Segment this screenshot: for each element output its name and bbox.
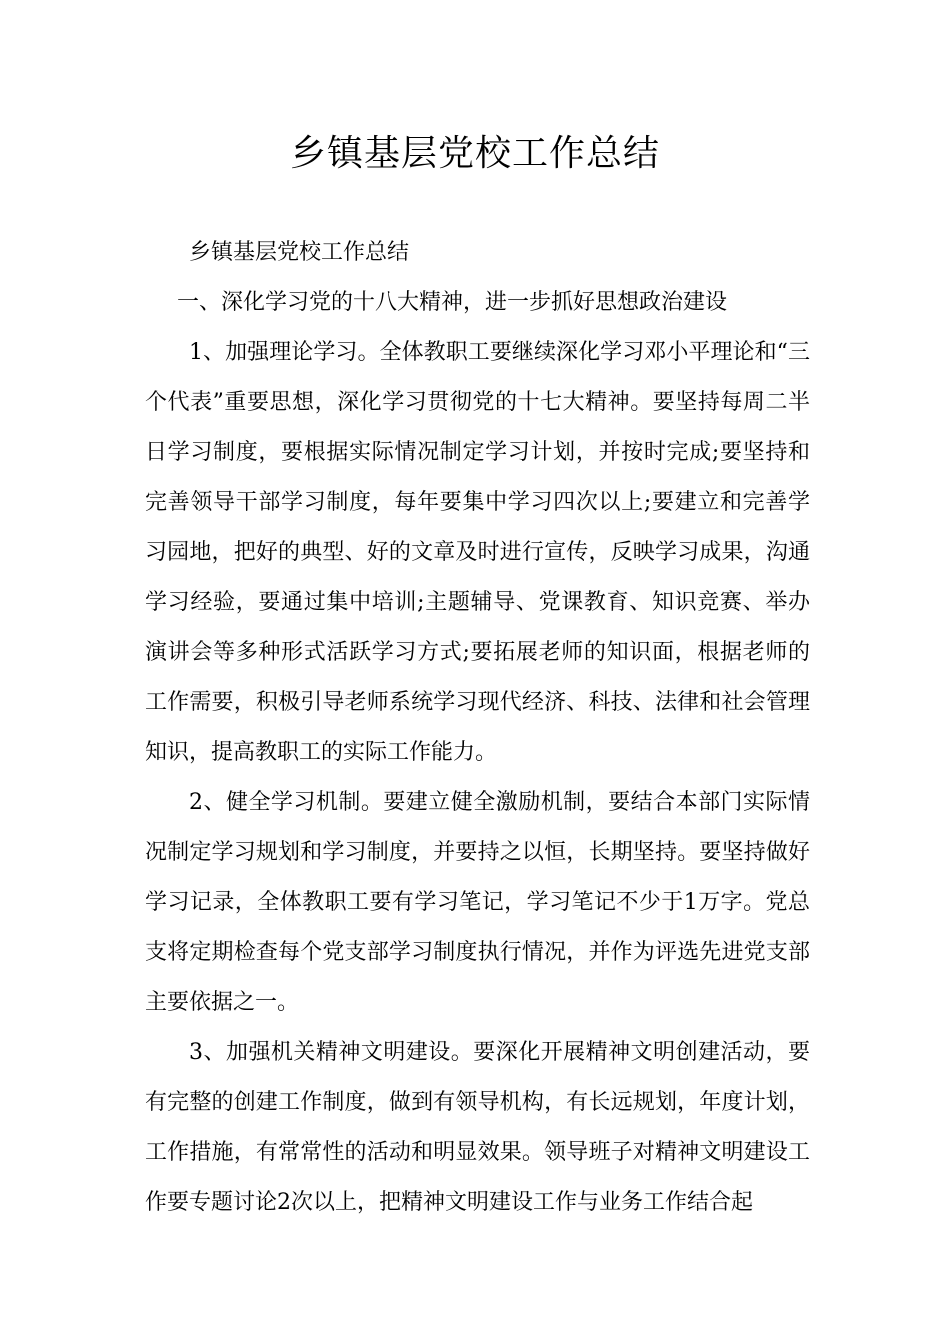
paragraph-theory-study: 1、加强理论学习。全体教职工要继续深化学习邓小平理论和“三个代表”重要思想，深化学习贯彻党的十七大精神。要坚持每周二半日学习制度，要根据实际情况制定学习计划，并按时完成;要坚持和完善领导干部学习制度，每年要集中学习四次以上;要建立和完善学习园地，把好的典型、好的文章及时进行宣传，反映学习成果，沟通学习经验，要通过集中培训;主题辅导、党课教育、知识竞赛、举办演讲会等多种形式活跃学习方式;要拓展老师的知识面，根据老师的工作需要，积极引导老师系统学习现代经济、科技、法律和社会管理知识，提高教职工的实际工作能力。	[145, 340, 810, 765]
paragraph-study-mechanism: 2、健全学习机制。要建立健全激励机制，要结合本部门实际情况制定学习规划和学习制度，并要持之以恒，长期坚持。要坚持做好学习记录，全体教职工要有学习笔记，学习笔记不少于1万字。党总支将定期检查每个党支部学习制度执行情况，并作为评选先进党支部主要依据之一。	[145, 790, 810, 1015]
section-heading: 一、深化学习党的十八大精神，进一步抓好思想政治建设	[177, 290, 728, 315]
document-body	[145, 228, 810, 1228]
paragraph-spiritual-civilization: 3、加强机关精神文明建设。要深化开展精神文明创建活动，要有完整的创建工作制度，做到有领导机构，有长远规划，年度计划，工作措施，有常常性的活动和明显效果。领导班子对精神文明建设工作要专题讨论2次以上，把精神文明建设工作与业务工作结合起	[145, 1040, 810, 1215]
subtitle-paragraph: 乡镇基层党校工作总结	[189, 240, 410, 265]
document-title: 乡镇基层党校工作总结	[289, 133, 660, 174]
